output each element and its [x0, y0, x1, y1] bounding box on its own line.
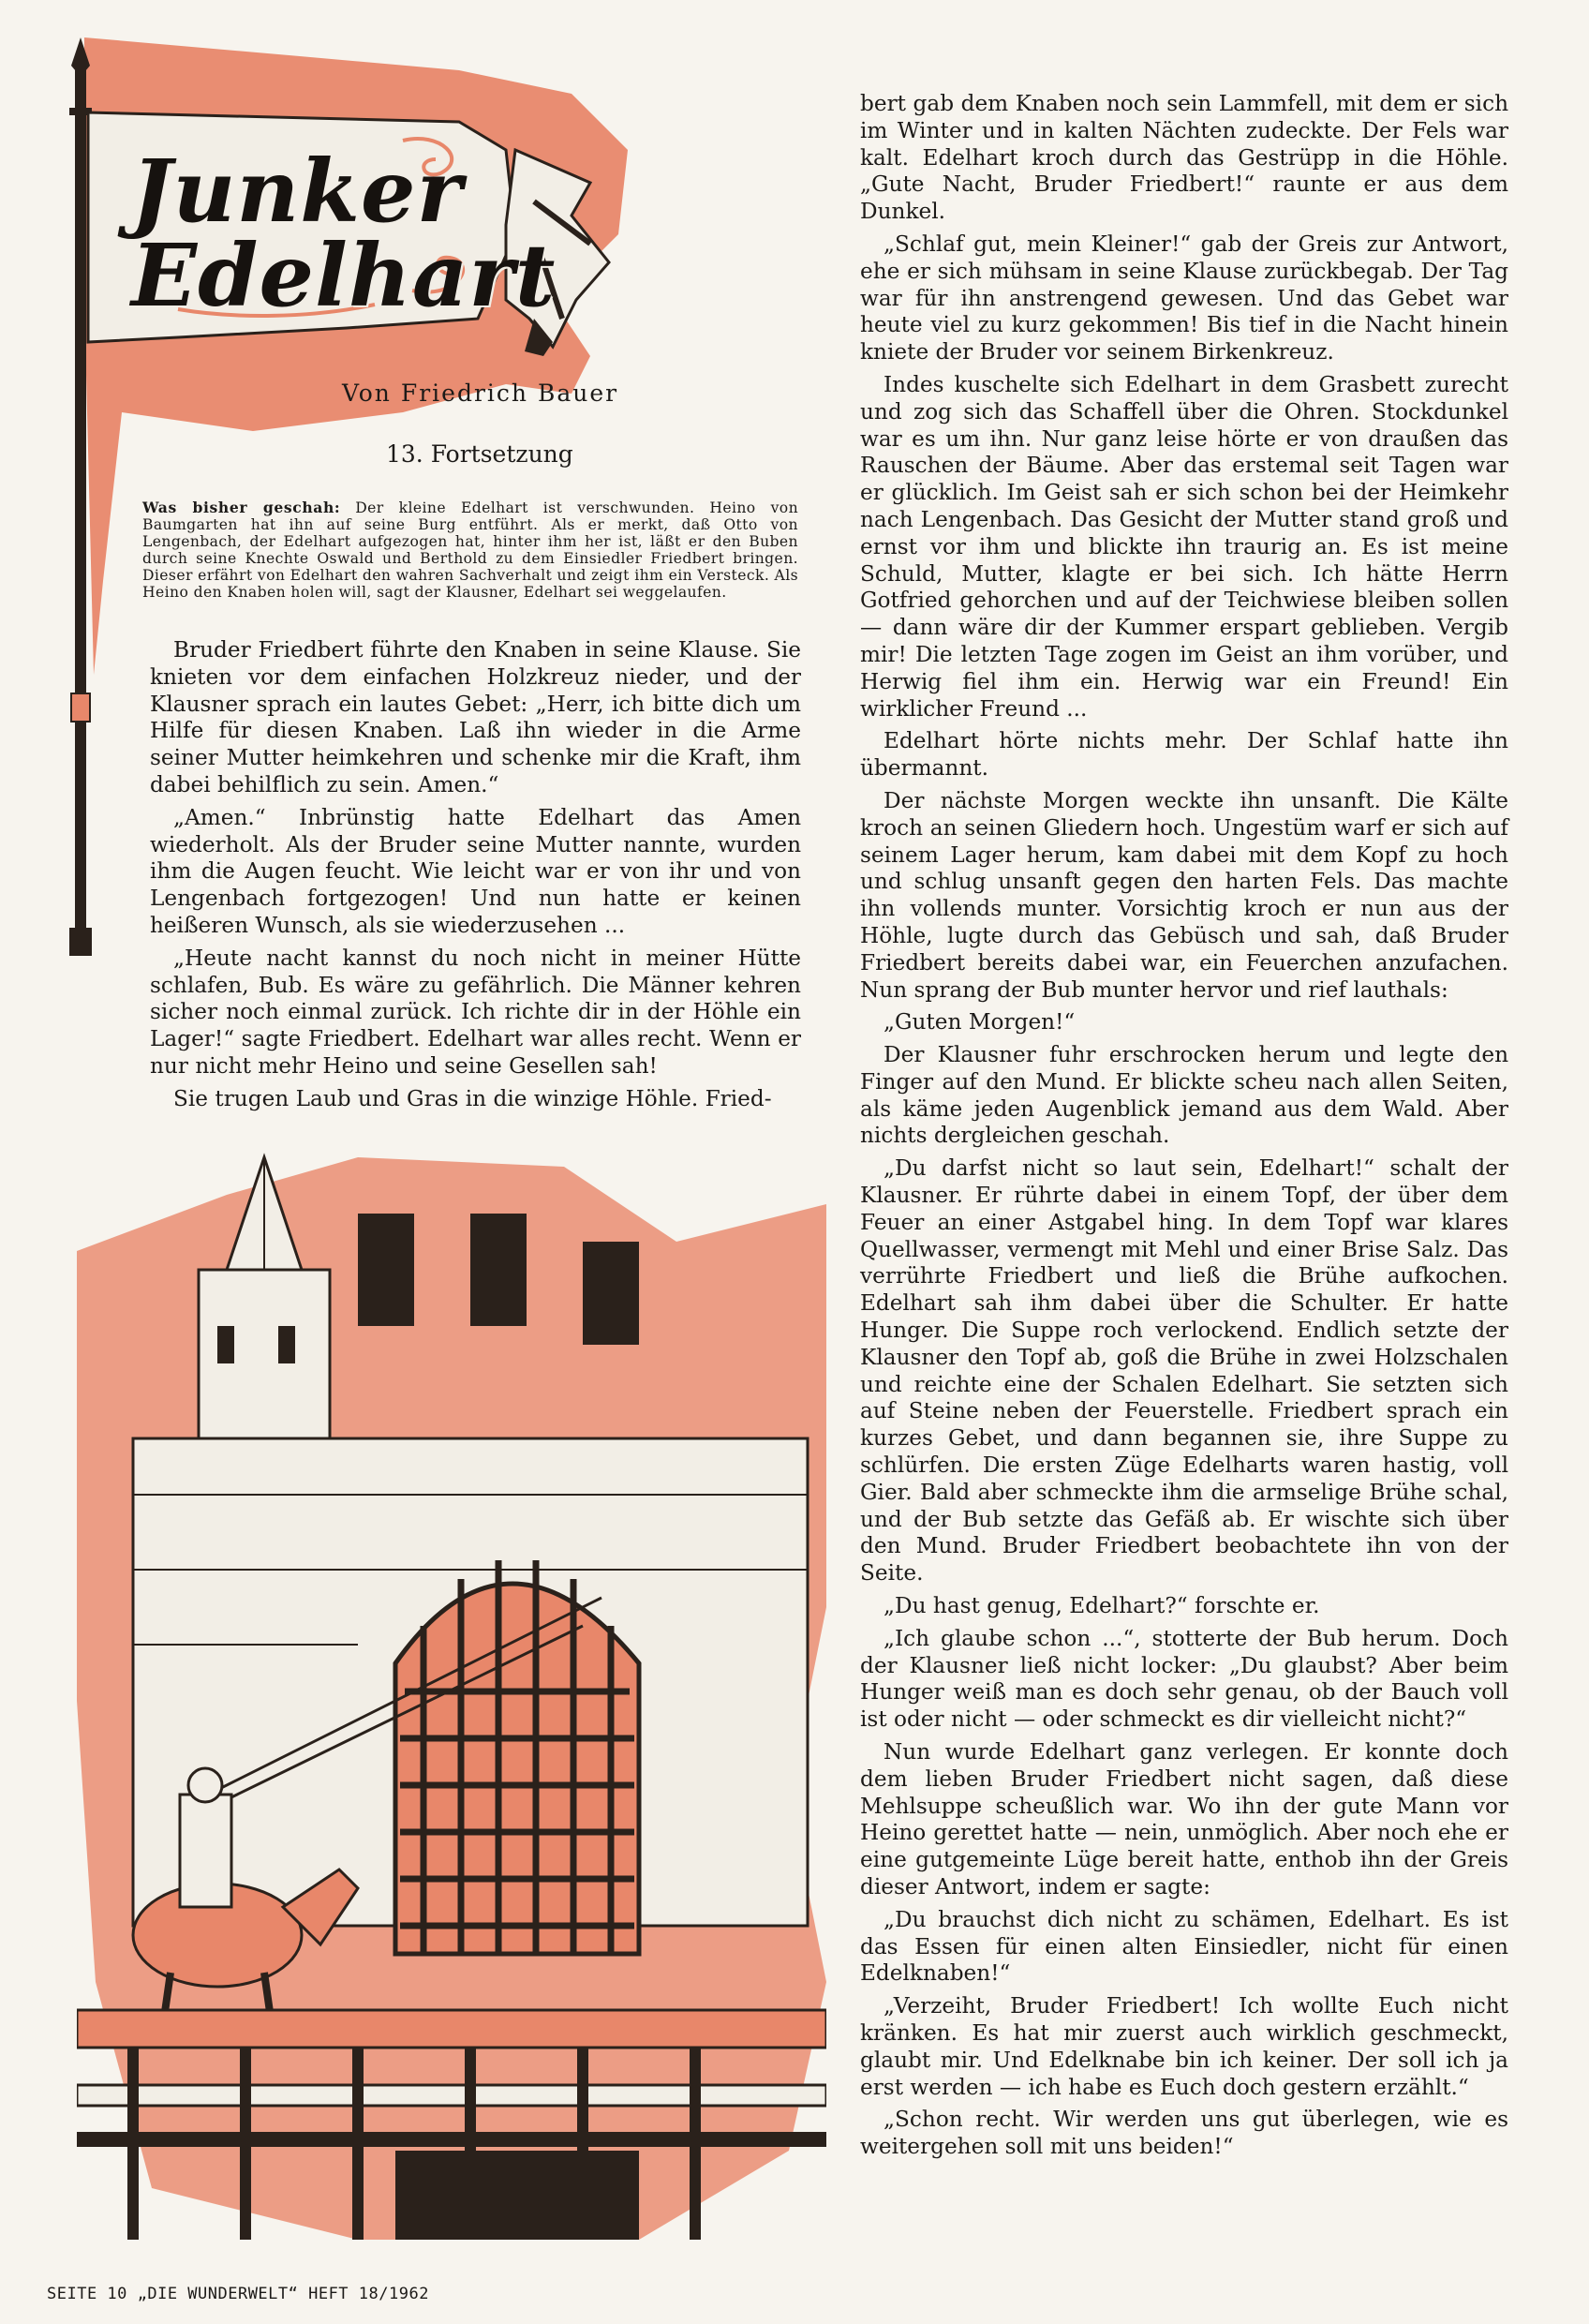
author-byline: Von Friedrich Bauer: [342, 380, 619, 407]
paragraph: Sie trugen Laub und Gras in die winzige Höhle. Fried-: [173, 1085, 772, 1111]
paragraph: „Du darfst nicht so laut sein, Edelhart!“ schalt der Klausner. Er rührte dabei in einem Topf, der über dem Feuer an einer Astgabel hing. In dem Topf war klares Quellwasser, vermengt mit Mehl und einer Brise Salz. Das verrührte Friedbert und ließ die Brühe aufkochen. Edelhart sah ihm dabei über die Schulter. Er hatte Hunger. Die Suppe roch verlockend. Endlich setzte der Klausner den Topf ab, goß die Brühe in zwei Holzschalen und reichte eine der Schalen Edelhart. Sie setzten sich auf Steine neben der Feuerstelle. Friedbert sprach ein kurzes Gebet, und dann begannen sie, ihre Suppe zu schlürfen. Die ersten Züge Edelharts waren hastig, voll Gier. Bald aber schmeckte ihm die armselige Brühe schal, und der Bub setzte das Gefäß ab. Er wischte sich über den Mund. Bruder Friedbert beobachtete ihn von der Seite.: [860, 1155, 1508, 1587]
title-line-2: Edelhart: [131, 225, 557, 326]
paragraph: „Verzeiht, Bruder Friedbert! Ich wollte Euch nicht kränken. Es hat mir zuerst auch wirklich geschmeckt, glaubt mir. Und Edelknabe bin ich keiner. Der soll ich ja erst werden — ich habe es Euch doch gestern erzählt.“: [860, 1993, 1508, 2100]
text-column-left: [150, 637, 801, 1119]
paragraph: Der Klausner fuhr erschrocken herum und legte den Finger auf den Mund. Er blickte scheu nach allen Seiten, als käme jeden Augenblick jemand aus dem Wald. Aber nichts dergleichen geschah.: [860, 1042, 1508, 1149]
paragraph: „Schon recht. Wir werden uns gut überlegen, wie es weitergehen soll mit uns beiden!“: [860, 2107, 1508, 2160]
paragraph: „Ich glaube schon ...“, stotterte der Bub herum. Doch der Klausner ließ nicht locker: „Du glaubst? Aber beim Hunger weiß man es doch sehr genau, ob der Bauch voll ist oder nicht — oder schmeckt es dir vielleicht nicht?“: [860, 1625, 1508, 1733]
title-line-1: Junker: [131, 141, 464, 242]
paragraph: Nun wurde Edelhart ganz verlegen. Er konnte doch dem lieben Bruder Friedbert nicht sagen, daß diese Mehlsuppe scheußlich war. Wo ihn der gute Mann vor Heino gerettet hatte — nein, unmöglich. Aber noch ehe er eine gutgemeinte Lüge bereit hatte, enthob ihn der Greis dieser Antwort, indem er sagte:: [860, 1739, 1508, 1899]
page-footer: SEITE 10 „DIE WUNDERWELT“ HEFT 18/1962: [47, 2285, 429, 2303]
flag-pole: [75, 70, 86, 956]
paragraph: bert gab dem Knaben noch sein Lammfell, mit dem er sich im Winter und in kalten Nächten zudeckte. Der Fels war kalt. Edelhart kroch durch das Gestrüpp in die Höhle. „Gute Nacht, Bruder Friedbert!“ raunte er aus dem Dunkel.: [860, 91, 1508, 225]
paragraph: Bruder Friedbert führte den Knaben in seine Klause. Sie knieten vor dem einfachen Holzkreuz nieder, und der Klausner sprach ein lautes Gebet: „Herr, ich bitte dich um Hilfe für diesen Knaben. Laß ihn wieder in die Arme seiner Mutter heimkehren und schenke mir die Kraft, ihm dabei behilflich zu sein. Amen.“: [150, 637, 801, 797]
synopsis: [142, 499, 798, 601]
paragraph: „Schlaf gut, mein Kleiner!“ gab der Greis zur Antwort, ehe er sich mühsam in seine Klause zurückbegab. Der Tag war für ihn anstrengend gewesen. Und das Gebet war heute viel zu kurz gekommen! Bis tief in die Nacht hinein kniete der Bruder vor seinem Birkenkreuz.: [860, 231, 1508, 365]
installment-label: 13. Fortsetzung: [386, 440, 573, 468]
paragraph: „Du hast genug, Edelhart?“ forschte er.: [884, 1593, 1320, 1619]
text-column-right: [860, 91, 1508, 2167]
paragraph: Indes kuschelte sich Edelhart in dem Grasbett zurecht und zog sich das Schaffell über die Ohren. Stockdunkel war es um ihn. Nur ganz leise hörte er von draußen das Rauschen der Bäume. Aber das erstemal seit Tagen war er glücklich. Im Geist sah er sich schon bei der Heimkehr nach Lengenbach. Das Gesicht der Mutter stand groß und ernst vor ihm und blickte ihn traurig an. Es ist meine Schuld, Mutter, klagte er bei sich. Ich hätte Herrn Gotfried gehorchen und auf der Teichwiese bleiben sollen — dann wäre dir der Kummer erspart geblieben. Vergib mir! Die letzten Tage zogen im Geist an ihm vorüber, und Herwig fiel ihm ein. Herwig war ein Freund! Ein wirklicher Freund ...: [860, 371, 1508, 722]
synopsis-label: Was bisher geschah:: [142, 499, 341, 516]
paragraph: „Amen.“ Inbrünstig hatte Edelhart das Amen wiederholt. Als der Bruder seine Mutter nannte, wurden ihm die Augen feucht. Wie leicht war er von ihr und von Lengenbach fortgezogen! Und nun hatte er keinen heißeren Wunsch, als sie wiederzusehen ...: [150, 804, 801, 938]
paragraph: „Du brauchst dich nicht zu schämen, Edelhart. Es ist das Essen für einen alten Einsiedler, nicht für einen Edelknaben!“: [860, 1906, 1508, 1987]
castle-illustration: [77, 1139, 826, 2240]
paragraph: „Heute nacht kannst du noch nicht in meiner Hütte schlafen, Bub. Es wäre zu gefährlich. Die Männer kehren sicher noch einmal zurück. Ich richte dir in der Höhle ein Lager!“ sagte Friedbert. Edelhart war alles recht. Wenn er nur nicht mehr Heino und seine Gesellen sah!: [150, 945, 801, 1079]
synopsis-text: Der kleine Edelhart ist verschwunden. Heino von Baumgarten hat ihn auf seine Burg entführt. Als er merkt, daß Otto von Lengenbach, der Edelhart aufgezogen hat, hinter ihm her ist, läßt er den Buben durch seine Knechte Oswald und Berthold zu dem Einsiedler Friedbert bringen. Dieser erfährt von Edelhart den wahren Sachverhalt und zeigt ihm ein Versteck. Als Heino den Knaben holen will, sagt der Klausner, Edelhart sei weggelaufen.: [142, 499, 799, 601]
paragraph: „Guten Morgen!“: [884, 1009, 1076, 1035]
paragraph: Edelhart hörte nichts mehr. Der Schlaf hatte ihn übermannt.: [860, 728, 1508, 782]
paragraph: Der nächste Morgen weckte ihn unsanft. Die Kälte kroch an seinen Gliedern hoch. Ungestüm warf er sich auf seinem Lager herum, kam dabei mit dem Kopf zu hoch und schlug unsanft gegen den harten Fels. Das machte ihn vollends munter. Vorsichtig kroch er nun aus der Höhle, lugte durch das Gebüsch und sah, daß Bruder Friedbert bereits dabei war, ein Feuerchen anzufachen. Nun sprang der Bub munter hervor und rief lauthals:: [860, 787, 1508, 1003]
